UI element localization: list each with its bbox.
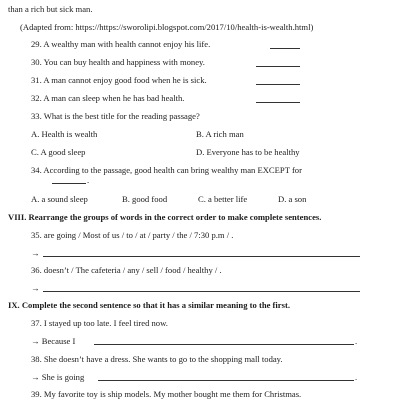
- question-29: 29. A wealthy man with health cannot enjoy his life.: [31, 39, 211, 49]
- period-37: .: [355, 336, 358, 346]
- arrow-35: →: [31, 248, 40, 258]
- question-39: 39. My favorite toy is ship models. My mother bought me them for Christmas.: [31, 389, 302, 399]
- answer-line-36[interactable]: [43, 291, 360, 292]
- option-33-b[interactable]: B. A rich man: [196, 129, 244, 139]
- question-34: 34. According to the passage, good health can bring wealthy man EXCEPT for: [31, 165, 302, 175]
- question-36: 36. doesn’t / The cafeteria / any / sell / food / healthy / .: [31, 265, 222, 275]
- answer-blank-30[interactable]: [256, 66, 300, 67]
- option-34-c[interactable]: C. a better life: [198, 194, 248, 204]
- question-31: 31. A man cannot enjoy good food when he is sick.: [31, 75, 207, 85]
- prompt-37: → Because I: [31, 336, 76, 346]
- question-37: 37. I stayed up too late. I feel tired now.: [31, 318, 168, 328]
- question-34-end: .: [87, 175, 90, 185]
- section-8-heading: VIII. Rearrange the groups of words in the correct order to make complete sentences.: [8, 212, 322, 222]
- option-33-a[interactable]: A. Health is wealth: [31, 129, 98, 139]
- prompt-38: → She is going: [31, 372, 85, 382]
- period-38: .: [355, 372, 358, 382]
- option-33-d[interactable]: D. Everyone has to be healthy: [196, 147, 300, 157]
- question-35: 35. are going / Most of us / to / at / party / the / 7:30 p.m / .: [31, 230, 234, 240]
- option-33-c[interactable]: C. A good sleep: [31, 147, 86, 157]
- answer-blank-29[interactable]: [270, 48, 300, 49]
- question-32: 32. A man can sleep when he has bad health.: [31, 93, 185, 103]
- option-34-b[interactable]: B. good food: [122, 194, 168, 204]
- answer-line-35[interactable]: [43, 256, 360, 257]
- option-34-d[interactable]: D. a son: [278, 194, 307, 204]
- arrow-36: →: [31, 283, 40, 293]
- section-9-heading: IX. Complete the second sentence so that it has a similar meaning to the first.: [8, 300, 290, 310]
- answer-line-38[interactable]: [98, 380, 354, 381]
- question-30: 30. You can buy health and happiness with money.: [31, 57, 205, 67]
- question-33: 33. What is the best title for the reading passage?: [31, 111, 200, 121]
- answer-blank-34[interactable]: [52, 183, 86, 184]
- question-38: 38. She doesn’t have a dress. She wants to go to the shopping mall today.: [31, 354, 283, 364]
- option-34-a[interactable]: A. a sound sleep: [31, 194, 88, 204]
- answer-line-37[interactable]: [94, 344, 354, 345]
- answer-blank-32[interactable]: [256, 102, 300, 103]
- passage-tail: than a rich but sick man.: [8, 4, 93, 14]
- answer-blank-31[interactable]: [256, 84, 300, 85]
- source-citation: (Adapted from: https://https://sworolipi.blogspot.com/2017/10/health-is-wealth.html): [20, 22, 314, 32]
